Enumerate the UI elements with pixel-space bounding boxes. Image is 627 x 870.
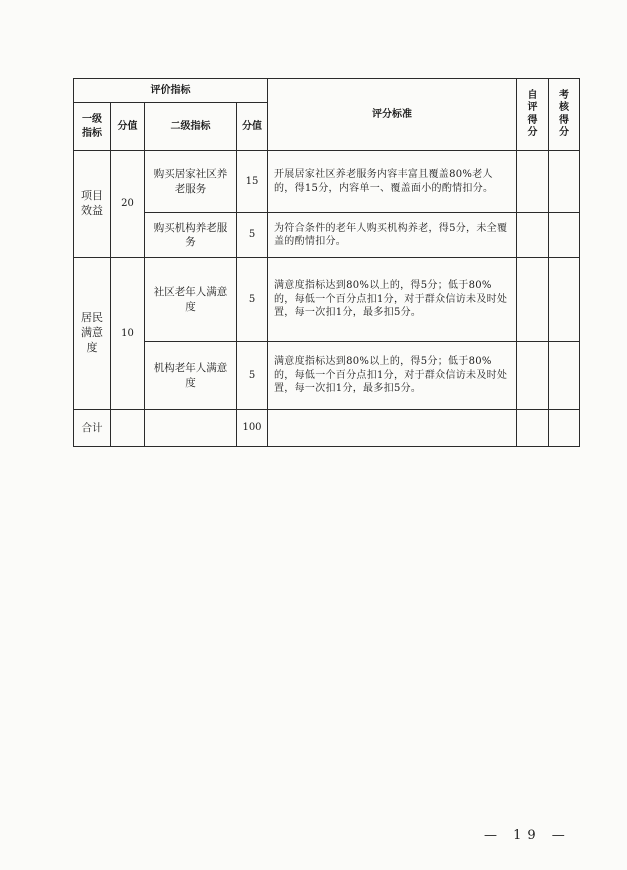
header-review-score: 考核得分 <box>549 79 580 151</box>
level2-score: 5 <box>237 258 268 342</box>
table-row <box>74 213 580 258</box>
table-row <box>74 151 580 213</box>
total-label: 合计 <box>74 410 111 447</box>
level2-score: 5 <box>237 213 268 258</box>
review-score-cell <box>549 151 580 213</box>
header-self-score: 自评得分 <box>517 79 549 151</box>
group-header-evaluation-indicators: 评价指标 <box>74 79 268 103</box>
self-score-cell <box>517 213 549 258</box>
page-number: — 19 — <box>484 828 571 843</box>
header-level2: 二级指标 <box>145 103 237 151</box>
criteria-cell: 开展居家社区养老服务内容丰富且覆盖80%老人的，得15分，内容单一、覆盖面小的酌情扣分。 <box>268 151 517 213</box>
self-score-cell <box>517 258 549 342</box>
level2-cell: 社区老年人满意度 <box>145 258 237 342</box>
review-score-cell <box>549 258 580 342</box>
level2-score: 5 <box>237 342 268 410</box>
level2-cell: 购买机构养老服务 <box>145 213 237 258</box>
table-row <box>74 342 580 410</box>
review-score-cell <box>549 213 580 258</box>
criteria-cell: 为符合条件的老年人购买机构养老，得5分，未全覆盖的酌情扣分。 <box>268 213 517 258</box>
criteria-cell: 满意度指标达到80%以上的，得5分；低于80%的，每低一个百分点扣1分，对于群众信访未及时处置，每一次扣1分，最多扣5分。 <box>268 258 517 342</box>
evaluation-table <box>73 78 580 447</box>
self-score-cell <box>517 151 549 213</box>
level1-score: 10 <box>111 258 145 410</box>
level1-score: 20 <box>111 151 145 258</box>
level2-cell: 机构老年人满意度 <box>145 342 237 410</box>
total-row <box>74 410 580 447</box>
level2-score: 15 <box>237 151 268 213</box>
table-row <box>74 258 580 342</box>
header-score2: 分值 <box>237 103 268 151</box>
level1-cell: 居民满意度 <box>74 258 111 410</box>
total-score: 100 <box>237 410 268 447</box>
self-score-cell <box>517 342 549 410</box>
level1-cell: 项目效益 <box>74 151 111 258</box>
level2-cell: 购买居家社区养老服务 <box>145 151 237 213</box>
header-level1: 一级指标 <box>74 103 111 151</box>
criteria-cell: 满意度指标达到80%以上的，得5分；低于80%的，每低一个百分点扣1分，对于群众信访未及时处置，每一次扣1分，最多扣5分。 <box>268 342 517 410</box>
review-score-cell <box>549 342 580 410</box>
header-score1: 分值 <box>111 103 145 151</box>
header-criteria: 评分标准 <box>268 79 517 151</box>
